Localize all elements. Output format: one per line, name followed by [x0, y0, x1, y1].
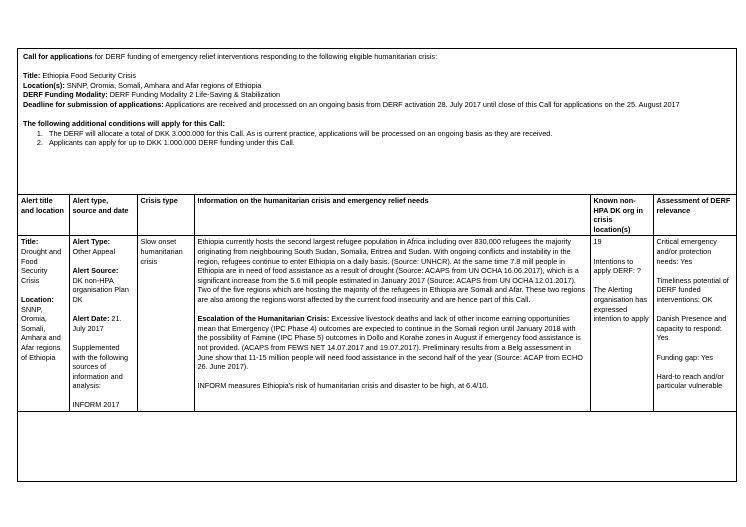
call-section: [18, 49, 736, 195]
alerting-text: The Alerting organisation has expressed intention to apply: [593, 285, 649, 324]
assessment-funding-gap: Funding gap: Yes: [656, 352, 713, 362]
call-deadline-label: Deadline for submission of applications:: [23, 99, 164, 109]
location-value: SNNP, Oromia, Somali, Amhara and Afar regions of Ethiopia: [21, 304, 61, 362]
call-lead: [23, 52, 731, 62]
header-alert-title: Alert title and location: [18, 195, 69, 236]
info-paragraph-3: INFORM measures Ethiopia's risk of humanitarian crisis and disaster to be high, at 6.4/10.: [197, 381, 489, 391]
assessment-timeliness: Timeliness potential of DERF funded interventions: OK: [656, 275, 729, 304]
call-deadline: [23, 100, 731, 110]
header-crisis-type: Crisis type: [137, 195, 194, 236]
document-frame: [17, 48, 737, 482]
alert-date-label: Alert Date:: [72, 314, 110, 324]
assessment-hard-to-reach: Hard-to reach and/or particular vulnerable: [656, 371, 724, 391]
title-value: Drought and Food Security Crisis: [21, 246, 62, 285]
inform-source: INFORM 2017: [72, 400, 120, 410]
info-paragraph-2: Escalation of the Humanitarian Crisis: Excessive livestock deaths and lack of other income earning opportunities mean that Emergency (IPC Phase 4) outcomes are expected to continue in the Somali region until January 2018 with the possibility of Famine (IPC Phase 5) outcomes in Dollo and Korahe zones in August if emergency food assistance is not provided. (ACAPS from FEWS NET 14.07.2017 and 19.07.2017). Preliminary results from a Belg assessment in June show that 11-15 million people will need food assistance in the second half of the year (Source: ACAP from ECHO 26. June 2017).: [197, 314, 583, 372]
alert-source-label: Alert Source:: [72, 266, 119, 276]
cell-known-org: [590, 236, 653, 412]
call-modality-label: DERF Funding Modality:: [23, 90, 108, 100]
alert-source-value: DK non-HPA organisation Plan DK: [72, 275, 129, 304]
info-paragraph-1: Ethiopia currently hosts the second largest refugee population in Africa including over 830,000 refugees the majority originating from neighbouring South Sudan, Somalia, Eritrea and Sudan. With ongoing conflicts and instability in the region, refugees continue to enter Ethiopia on a daily basis. (Source: UNHCR). At the same time 7.8 mill people in Ethiopia are in need of food assistance as a result of drought (Source: ACAPS from UN OCHA 16.06.2017), which is a significant increase from the 5.6 mill people estimated in January 2017 (Source: ACAPS from UN OCHA 12.01.2017). Two of the five regions which are hosting the majority of the refugees in Ethiopia are Somali and Afar. These two regions are also among the regions worst affected by the current food insecurity and are hence part of this Call.: [197, 237, 586, 304]
call-lead-text: for DERF funding of emergency relief interventions responding to the following eligible humanitarian crisis:: [92, 52, 438, 61]
condition-item: 1. The DERF will allocate a total of DKK 3.000.000 for this Call. As is current practice, applications will be processed on an ongoing basis as they are received.: [45, 129, 731, 139]
org-count: 19: [593, 237, 602, 247]
cell-information: [194, 236, 590, 412]
call-modality-value: DERF Funding Modality 2 Life-Saving & Stabilization: [107, 90, 281, 100]
condition-item: 2. Applicants can apply for up to DKK 1.000.000 DERF funding under this Call.: [45, 138, 731, 148]
call-modality: [23, 90, 731, 100]
call-title-label: Title:: [23, 71, 41, 81]
header-alert-type: Alert type, source and date: [69, 195, 137, 236]
assessment-danish-presence: Danish Presence and capacity to respond: Yes: [656, 314, 727, 343]
intentions-text: Intentions to apply DERF: ?: [593, 256, 641, 276]
call-deadline-value: Applications are received and processed on an ongoing basis from DERF activation 28. July 2017 until close of this Call for applications on the 25. August 2017: [163, 99, 680, 109]
call-location-value: SNNP, Oromia, Somali, Amhara and Afar regions of Ethiopia: [64, 80, 262, 90]
escalation-label: Escalation of the Humanitarian Crisis:: [197, 314, 330, 324]
cell-assessment: [653, 236, 737, 412]
assessment-critical: Critical emergency and/or protection needs: Yes: [656, 237, 717, 266]
alert-type-value: Other Appeal: [72, 246, 116, 256]
call-title-value: Ethiopia Food Security Crisis: [40, 71, 137, 81]
call-location-label: Location(s):: [23, 80, 65, 90]
table-row: [18, 236, 737, 412]
call-title: [23, 71, 731, 81]
table-header-row: [18, 195, 737, 236]
alert-date-value: 21. July 2017: [72, 314, 122, 333]
conditions-heading: The following additional conditions will apply for this Call:: [23, 119, 225, 129]
alert-type-label: Alert Type:: [72, 237, 111, 247]
header-information: Information on the humanitarian crisis and emergency relief needs: [194, 195, 590, 236]
call-lead-bold: Call for applications: [23, 52, 93, 61]
conditions-list: [23, 129, 731, 148]
header-assessment: Assessment of DERF relevance: [653, 195, 737, 236]
header-known-org: Known non-HPA DK org in crisis location(s): [590, 195, 653, 236]
location-label: Location:: [21, 294, 54, 304]
title-label: Title:: [21, 237, 39, 247]
call-location: [23, 81, 731, 91]
supplemented-text: Supplemented with the following sources of information and analysis:: [72, 342, 129, 391]
cell-alert-type: [69, 236, 137, 412]
alert-table: [18, 195, 737, 412]
cell-alert-title: [18, 236, 69, 412]
cell-crisis-type: Slow onset humanitarian crisis: [137, 236, 194, 412]
